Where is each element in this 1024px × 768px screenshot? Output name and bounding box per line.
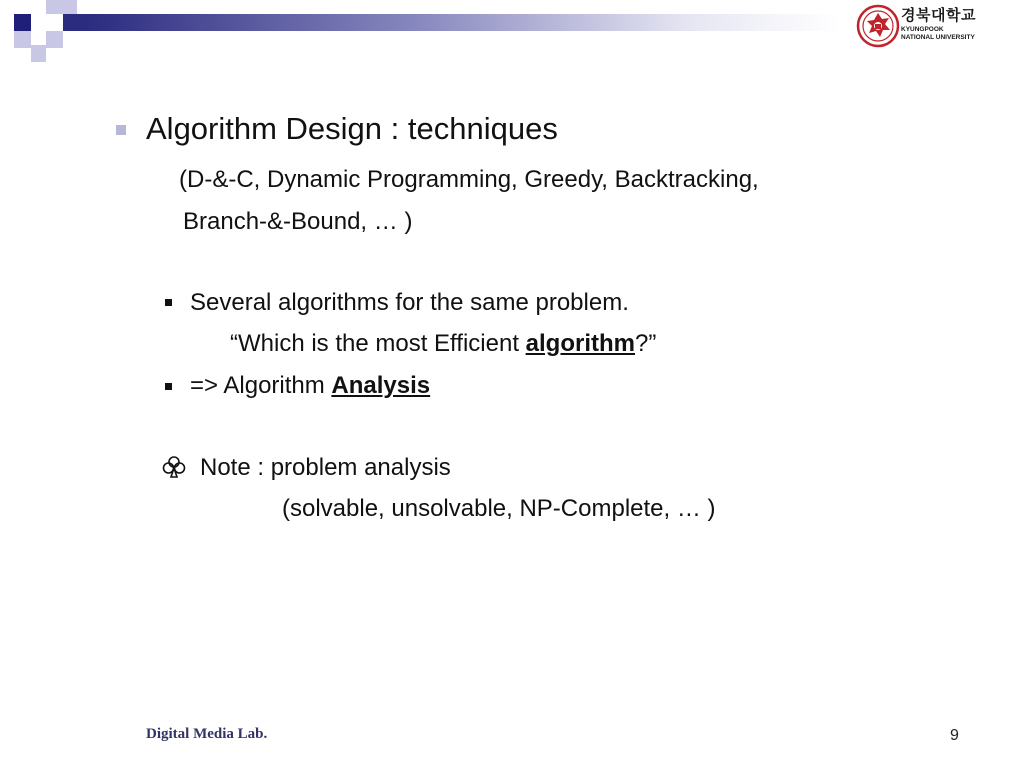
level1-bullet xyxy=(116,125,126,135)
footer-lab-name: Digital Media Lab. xyxy=(146,726,268,742)
deco-square-light xyxy=(31,45,46,62)
bullet-algorithm-analysis xyxy=(190,371,430,401)
level2-bullet xyxy=(165,383,172,390)
efficiency-question xyxy=(230,329,656,359)
question-emphasis: algorithm xyxy=(525,330,635,357)
deco-square-light xyxy=(46,0,63,14)
header-gradient-bar xyxy=(86,14,840,31)
analysis-emphasis: Analysis xyxy=(331,372,431,399)
logo-english-line2: NATIONAL UNIVERSITY xyxy=(901,34,975,41)
university-logo xyxy=(856,4,978,48)
header-decoration-squares xyxy=(0,0,90,64)
logo-english-name xyxy=(901,26,975,42)
deco-square-light xyxy=(46,31,63,48)
note-line: Note : problem analysis xyxy=(200,454,451,481)
level2-bullet xyxy=(165,299,172,306)
deco-square-light xyxy=(14,31,31,48)
question-prefix: “Which is the most Efficient xyxy=(230,330,526,357)
deco-square-dark xyxy=(14,14,31,31)
logo-korean-name: 경북대학교 xyxy=(901,6,976,24)
slide-title: Algorithm Design : techniques xyxy=(146,111,558,146)
techniques-line-1: (D-&-C, Dynamic Programming, Greedy, Backtracking, xyxy=(179,166,759,193)
deco-square-light xyxy=(63,0,77,14)
deco-square-dark xyxy=(63,14,86,31)
bullet-several-algorithms: Several algorithms for the same problem. xyxy=(190,289,629,316)
note-detail-line: (solvable, unsolvable, NP-Complete, … ) xyxy=(282,495,716,522)
club-suit-outline-icon xyxy=(161,454,187,480)
techniques-line-2: Branch-&-Bound, … ) xyxy=(183,208,413,235)
university-seal-icon xyxy=(856,4,900,48)
page-number: 9 xyxy=(950,727,959,744)
logo-english-line1: KYUNGPOOK xyxy=(901,26,944,33)
analysis-prefix: => Algorithm xyxy=(190,372,332,399)
question-suffix: ?” xyxy=(635,330,657,357)
